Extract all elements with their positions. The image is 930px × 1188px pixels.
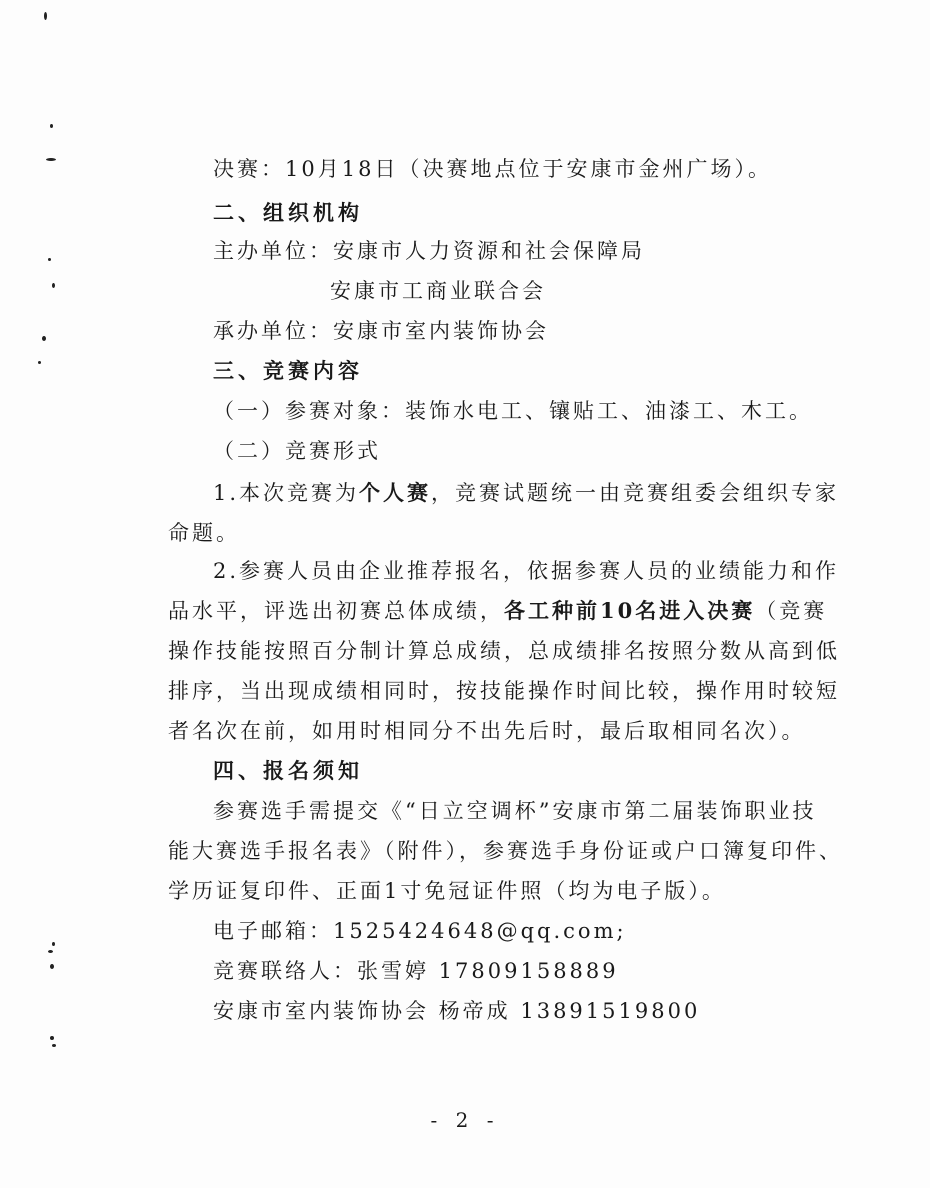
text-span: （竞赛 — [755, 599, 828, 623]
paragraph-2-line-5: 者名次在前，如用时相同分不出先后时，最后取相同名次）。 — [168, 719, 806, 743]
paragraph-1-line-2: 命题。 — [168, 521, 240, 545]
scan-speck — [52, 283, 55, 288]
scan-speck — [50, 964, 54, 969]
scan-speck — [48, 258, 51, 261]
section-heading-content: 三、竞赛内容 — [213, 358, 363, 383]
text-span: 1.本次竞赛为 — [213, 481, 360, 505]
paragraph-2-line-4: 排序，当出现成绩相同时，按技能操作时间比较，操作用时较短 — [168, 679, 840, 703]
scan-speck — [50, 124, 53, 128]
section-heading-organization: 二、组织机构 — [213, 200, 363, 225]
paragraph-2-line-1: 2.参赛人员由企业推荐报名，依据参赛人员的业绩能力和作 — [213, 559, 840, 583]
participants-line: （一）参赛对象：装饰水电工、镶贴工、油漆工、木工。 — [213, 399, 813, 423]
paragraph-3-line-1: 参赛选手需提交《“日立空调杯”安康市第二届装饰职业技 — [213, 799, 817, 823]
contact-person-line: 竞赛联络人：张雪婷 17809158889 — [213, 959, 619, 983]
competition-form-line: （二）竞赛形式 — [213, 439, 381, 463]
scan-speck — [44, 12, 47, 20]
bold-text-span: 个人赛 — [359, 480, 432, 505]
bold-text-span: 各工种前10名进入决赛 — [504, 598, 756, 623]
page-number: - 2 - — [430, 1108, 500, 1132]
text-span: 品水平，评选出初赛总体成绩， — [168, 599, 504, 623]
scan-speck — [52, 1044, 56, 1047]
scan-speck — [48, 950, 53, 953]
association-contact-line: 安康市室内装饰协会 杨帝成 13891519800 — [213, 999, 701, 1023]
email-line: 电子邮箱：1525424648@qq.com; — [213, 919, 627, 943]
final-round-line: 决赛：10月18日（决赛地点位于安康市金州广场）。 — [213, 157, 772, 181]
scan-speck — [42, 336, 46, 341]
host-unit-second-line: 安康市工商业联合会 — [330, 279, 546, 303]
paragraph-2-line-3: 操作技能按照百分制计算总成绩，总成绩排名按照分数从高到低 — [168, 639, 840, 663]
section-heading-registration: 四、报名须知 — [213, 758, 363, 783]
scan-speck — [38, 361, 41, 364]
paragraph-1-line-1 — [213, 478, 839, 508]
paragraph-3-line-3: 学历证复印件、正面1寸免冠证件照（均为电子版）。 — [168, 879, 726, 903]
organizer-line: 承办单位：安康市室内装饰协会 — [213, 319, 549, 343]
host-unit-line: 主办单位：安康市人力资源和社会保障局 — [213, 239, 645, 263]
paragraph-2-line-2 — [168, 596, 827, 626]
text-span: ，竞赛试题统一由竞赛组委会组织专家 — [431, 481, 840, 505]
scan-speck — [50, 1036, 54, 1040]
scan-speck — [52, 942, 55, 946]
paragraph-3-line-2: 能大赛选手报名表》（附件），参赛选手身份证或户口簿复印件、 — [168, 839, 843, 863]
scan-speck — [46, 158, 56, 161]
